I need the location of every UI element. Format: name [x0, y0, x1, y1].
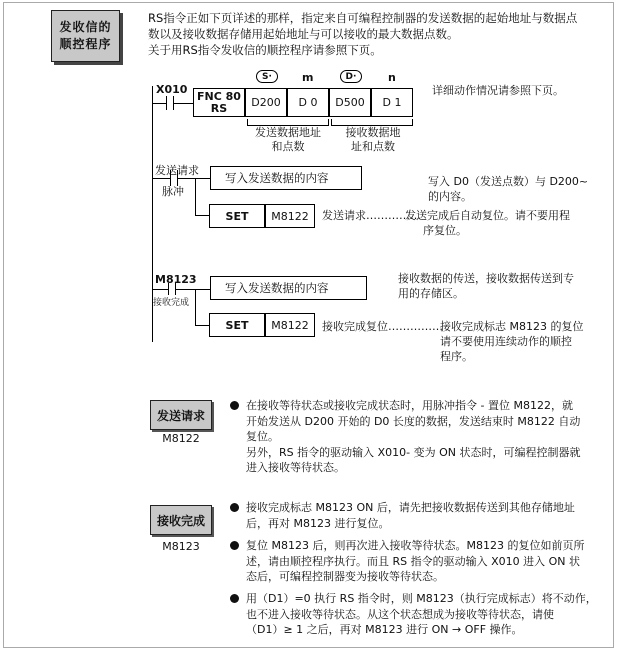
bullet-line: 在接收等待状态或接收完成状态时，用脉冲指令 - 置位 M8122，就 — [246, 399, 573, 412]
send-write-note — [428, 174, 588, 204]
operand-m-box: D 0 — [287, 88, 329, 117]
intro-line: RS指令正如下页详述的那样，指定来自可编程控制器的发送数据的起始地址与数据点 — [148, 11, 578, 25]
set-box-recv: SET — [209, 313, 265, 337]
rung-wire — [152, 103, 166, 104]
recv-reset-lead: 接收完成复位…………… — [322, 320, 443, 333]
bullet-line: 复位。 — [246, 430, 279, 443]
recv-caption — [328, 126, 418, 154]
bullet-line: 另外，RS 指令的驱动输入 X010- 变为 ON 状态时，可编程控制器就 — [246, 445, 581, 459]
operand-label-d: D· — [340, 70, 362, 83]
write-recv-box: 写入发送数据的内容 — [210, 276, 367, 300]
receive-complete-bullet — [230, 538, 610, 585]
rung-wire — [152, 289, 168, 290]
bullet-line: 后，再对 M8123 进行复位。 — [246, 516, 390, 530]
fnc-mnemonic: RS — [210, 101, 228, 115]
contact-label-x010: X010 — [156, 83, 188, 96]
branch-wire — [195, 215, 209, 216]
recv-reset-desc-line: 接收完成标志 M8123 的复位 — [440, 320, 584, 333]
recv-reset-desc — [440, 319, 583, 364]
receive-complete-bullet — [230, 591, 610, 638]
bullet-line: 述，请由顺控程序执行。而且 RS 指令的驱动输入 X010 进入 ON 状 — [246, 554, 581, 568]
fnc-box — [193, 88, 245, 117]
detail-note: 详细动作情况请参照下页。 — [432, 84, 564, 97]
recv-transfer-note-line: 用的存储区。 — [398, 287, 464, 300]
receive-complete-tag-sub: M8123 — [162, 540, 200, 553]
operand-label-n: n — [388, 71, 396, 84]
receive-complete-tag: 接收完成 — [150, 505, 212, 535]
intro-line: 数以及接收数据存储用起始地址与可以接收的最大数据点数。 — [148, 27, 459, 41]
recv-caption-line: 接收数据地 — [345, 126, 401, 139]
send-request-desc-line: 发送完成后自动复位。请不要用程 — [405, 209, 570, 222]
bullet-line: 复位 M8123 后，则再次进入接收等待状态。M8123 的复位如前页所 — [246, 539, 585, 552]
recv-transfer-note — [398, 271, 574, 301]
bullet-line: 态后，可编程控制器变为接收等待状态。 — [246, 570, 444, 583]
bullet-line: 用（D1）=0 执行 RS 指令时，则 M8123（执行完成标志）将不动作， — [246, 592, 597, 605]
pulse-label: 脉冲 — [162, 185, 184, 198]
bullet-dot — [230, 401, 239, 410]
recv-reset-desc-line: 程序。 — [440, 350, 473, 363]
set-box-send: SET — [209, 204, 265, 228]
send-request-tag-sub: M8122 — [162, 432, 200, 445]
send-bracket — [247, 119, 329, 126]
branch-wire — [195, 325, 209, 326]
operand-d-box: D500 — [329, 88, 371, 117]
bullet-line: 进入接收等待状态。 — [246, 461, 345, 474]
rung-wire — [173, 103, 193, 104]
send-write-note-line: 写入 D0（发送点数）与 D200~ — [428, 175, 589, 188]
bullet-dot — [230, 541, 239, 550]
section-title-line2: 顺控程序 — [59, 37, 112, 51]
send-request-bullet — [230, 398, 610, 476]
branch-wire — [195, 289, 196, 326]
bullet-dot — [230, 503, 239, 512]
section-title-line1: 发收信的 — [59, 20, 112, 34]
bullet-line: （D1）≥ 1 之后，再对 M8123 进行 ON → OFF 操作。 — [246, 623, 523, 636]
bullet-line: 开始发送从 D200 开始的 D0 长度的数据，发送结束时 M8122 自动 — [246, 414, 581, 428]
m8122-box-send: M8122 — [265, 204, 315, 228]
operand-n-box: D 1 — [371, 88, 413, 117]
send-request-desc — [405, 208, 570, 238]
send-request-line: 发送请求 — [155, 164, 199, 177]
recv-bracket — [331, 119, 413, 126]
send-request-lead: 发送请求…………… — [322, 209, 421, 222]
operand-s-box: D200 — [245, 88, 287, 117]
m8123-box-recv: M8122 — [265, 313, 315, 337]
rung-wire — [152, 178, 170, 179]
receive-done-small-label: 接收完成 — [153, 298, 190, 308]
send-caption-line: 和点数 — [271, 140, 305, 153]
send-write-note-line: 的内容。 — [428, 190, 472, 203]
contact-label-m8123: M8123 — [155, 273, 197, 286]
intro-paragraph — [148, 10, 608, 58]
receive-complete-bullet — [230, 500, 610, 531]
rung-wire — [175, 289, 210, 290]
recv-caption-line: 址和点数 — [351, 140, 395, 153]
section-title-box — [51, 10, 120, 62]
bullet-line: 也不进入接收等待状态。从这个状态想成为接收等待状态，请使 — [246, 607, 554, 621]
operand-label-s: S· — [256, 70, 278, 83]
recv-transfer-note-line: 接收数据的传送，接收数据传送到专 — [398, 272, 574, 285]
operand-label-m: m — [302, 71, 314, 84]
send-request-desc-line: 序复位。 — [423, 224, 467, 237]
write-send-box: 写入发送数据的内容 — [210, 166, 362, 190]
intro-line: 关于用RS指令发收信的顺控程序请参照下页。 — [148, 43, 382, 57]
bullet-dot — [230, 594, 239, 603]
rung-wire — [177, 178, 210, 179]
recv-reset-desc-line: 请不要使用连续动作的顺控 — [440, 335, 572, 348]
send-request-tag: 发送请求 — [150, 400, 212, 430]
fnc-number: FNC 80 — [197, 89, 241, 103]
send-caption — [242, 126, 334, 154]
branch-wire — [195, 178, 196, 216]
send-caption-line: 发送数据地址 — [255, 126, 321, 139]
bullet-line: 接收完成标志 M8123 ON 后，请先把接收数据传送到其他存储地址 — [246, 501, 575, 514]
